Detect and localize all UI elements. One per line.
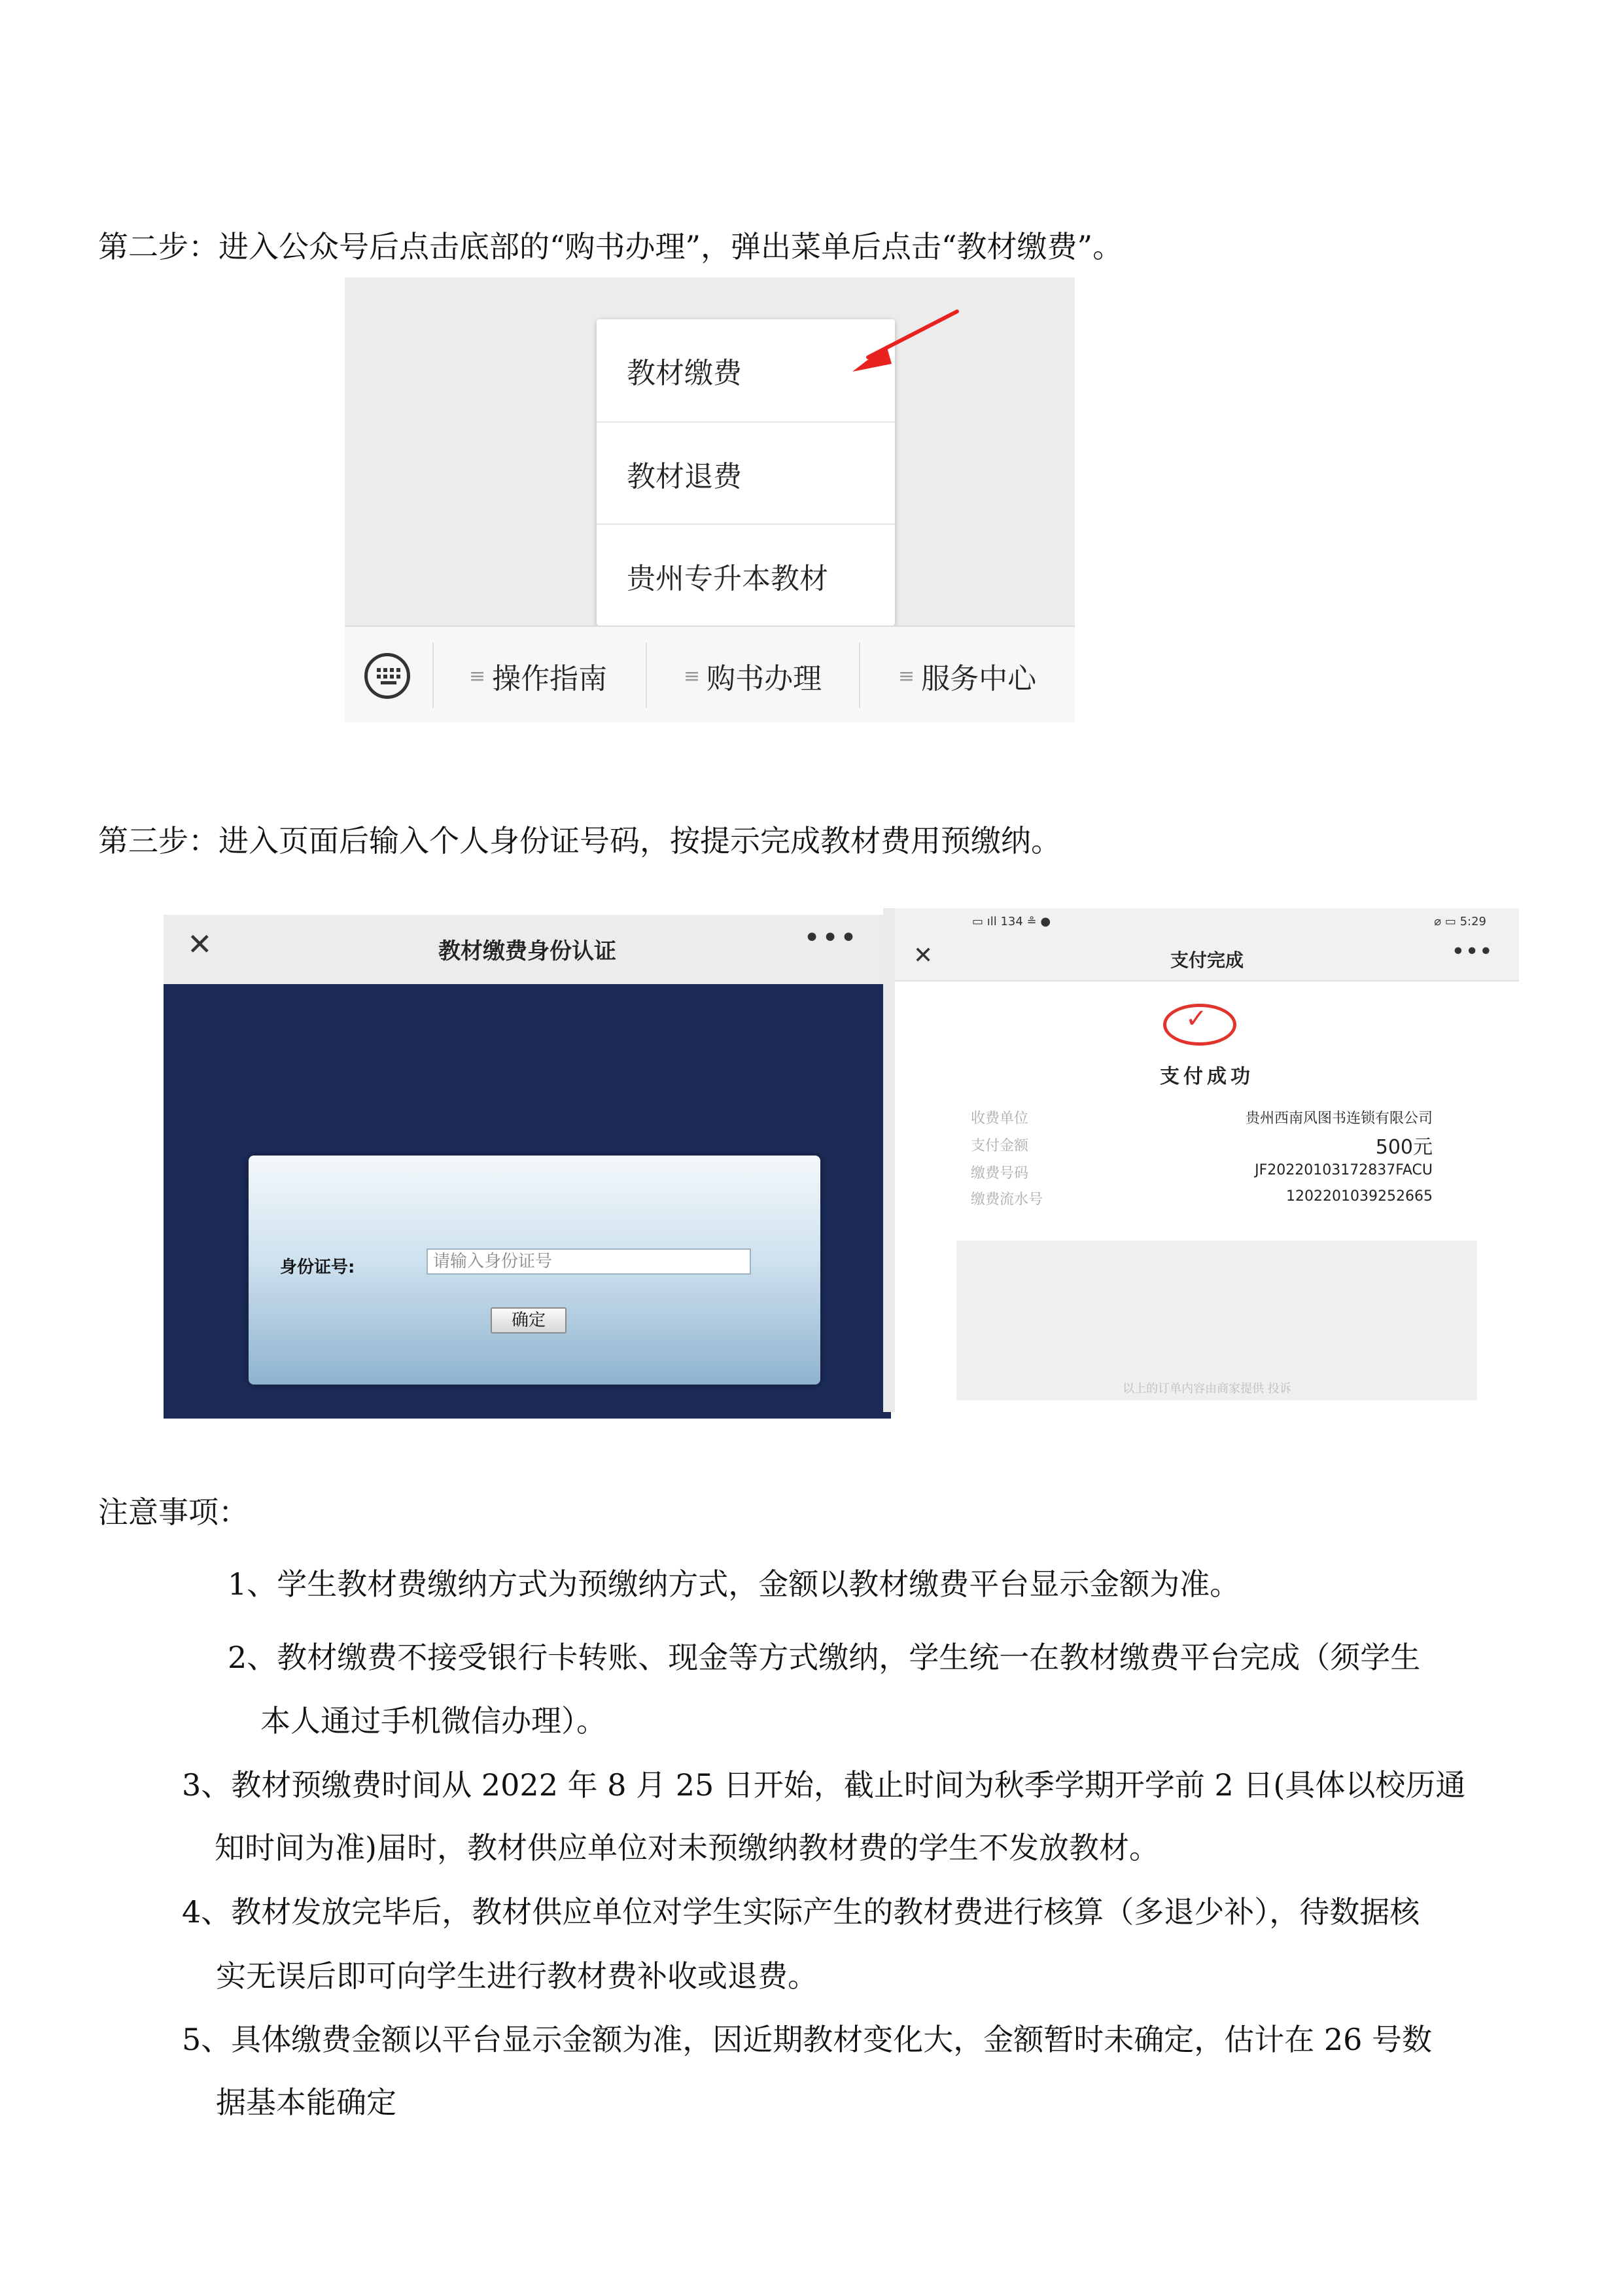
status-right: ⌀ ▭ 5:29 xyxy=(1434,915,1486,928)
note-line: 2、教材缴费不接受银行卡转账、现金等方式缴纳，学生统一在教材缴费平台完成（须学生 xyxy=(228,1640,1421,1675)
note-line: 3、教材预缴费时间从 2022 年 8 月 25 日开始，截止时间为秋季学期开学前 2 日(具体以校历通 xyxy=(182,1767,1466,1803)
note-line: 1、学生教材费缴纳方式为预缴纳方式，金额以教材缴费平台显示金额为准。 xyxy=(228,1566,1240,1602)
detail-key: 支付金额 xyxy=(971,1138,1029,1154)
detail-row xyxy=(971,1159,1433,1182)
step2-text: 第二步：进入公众号后点击底部的“购书办理”，弹出菜单后点击“教材缴费”。 xyxy=(98,229,1123,264)
detail-row xyxy=(971,1132,1433,1159)
menu-lines-icon: ≡ xyxy=(684,664,701,688)
menu-item-textbook-refund[interactable]: 教材退费 xyxy=(627,460,742,493)
menu-item-guizhou-textbook[interactable]: 贵州专升本教材 xyxy=(627,562,828,595)
menu-lines-icon: ≡ xyxy=(469,664,486,688)
detail-value: 500元 xyxy=(1375,1136,1433,1159)
note-line: 知时间为准)届时，教材供应单位对未预缴纳教材费的学生不发放教材。 xyxy=(215,1830,1159,1865)
menu-tab-guide[interactable] xyxy=(469,654,607,698)
id-auth-screenshot xyxy=(164,915,891,1419)
page-title: 教材缴费身份认证 xyxy=(438,938,616,964)
keyboard-icon[interactable] xyxy=(364,653,410,699)
detail-key: 缴费流水号 xyxy=(971,1192,1043,1208)
phone-status-bar xyxy=(895,908,1519,934)
divider xyxy=(646,643,647,708)
detail-value: JF20220103172837FACU xyxy=(1255,1162,1433,1178)
check-mark-icon: ✓ xyxy=(1185,1004,1208,1034)
notes-heading: 注意事项： xyxy=(98,1494,249,1530)
auth-panel xyxy=(249,1156,820,1385)
more-icon[interactable]: ••• xyxy=(803,921,858,955)
detail-row xyxy=(971,1104,1433,1127)
status-left: ▭ ıll 134 ≗ ● xyxy=(972,915,1051,928)
note-line: 5、具体缴费金额以平台显示金额为准，因近期教材变化大，金额暂时未确定，估计在 26 号数 xyxy=(182,2022,1433,2057)
menu-tab-label: 服务中心 xyxy=(921,662,1037,696)
bottom-menu-bar xyxy=(345,626,1075,722)
detail-key: 缴费号码 xyxy=(971,1165,1029,1182)
confirm-button[interactable]: 确定 xyxy=(491,1307,567,1333)
detail-value: 贵州西南风图书连锁有限公司 xyxy=(1245,1110,1433,1127)
payment-complete-screenshot xyxy=(883,908,1519,1412)
page-title: 支付完成 xyxy=(1170,949,1244,971)
menu-item-textbook-payment[interactable]: 教材缴费 xyxy=(627,357,742,390)
divider xyxy=(432,643,434,708)
menu-tab-label: 购书办理 xyxy=(707,662,822,696)
menu-tab-label: 操作指南 xyxy=(492,662,608,696)
more-icon[interactable]: ••• xyxy=(1451,938,1493,965)
id-number-input[interactable]: 请输入身份证号 xyxy=(427,1248,751,1275)
divider xyxy=(859,643,860,708)
note-line: 本人通过手机微信办理）。 xyxy=(260,1703,606,1739)
close-icon[interactable]: ✕ xyxy=(187,927,213,962)
success-text: 支付成功 xyxy=(1160,1065,1254,1088)
note-line: 实无误后即可向学生进行教材费补收或退费。 xyxy=(216,1958,818,1994)
nav-bar xyxy=(164,915,891,984)
menu-lines-icon: ≡ xyxy=(898,664,915,688)
detail-row xyxy=(971,1186,1433,1208)
blank-area xyxy=(956,1241,1477,1400)
wechat-menu-screenshot xyxy=(345,277,1075,722)
note-line: 据基本能确定 xyxy=(216,2085,396,2120)
menu-tab-service[interactable] xyxy=(898,654,1036,698)
note-line: 4、教材发放完毕后，教材供应单位对学生实际产生的教材费进行核算（多退少补），待数据核 xyxy=(182,1894,1420,1930)
step3-text: 第三步：进入页面后输入个人身份证号码，按提示完成教材费用预缴纳。 xyxy=(98,823,1061,858)
close-icon[interactable]: ✕ xyxy=(913,942,934,969)
detail-value: 1202201039252665 xyxy=(1286,1188,1433,1205)
nav-bar xyxy=(895,934,1519,981)
footer-note: 以上的订单内容由商家提供 投诉 xyxy=(1123,1382,1291,1396)
menu-tab-purchase[interactable] xyxy=(684,654,822,698)
detail-key: 收费单位 xyxy=(971,1110,1029,1127)
id-number-label: 身份证号: xyxy=(280,1258,355,1277)
